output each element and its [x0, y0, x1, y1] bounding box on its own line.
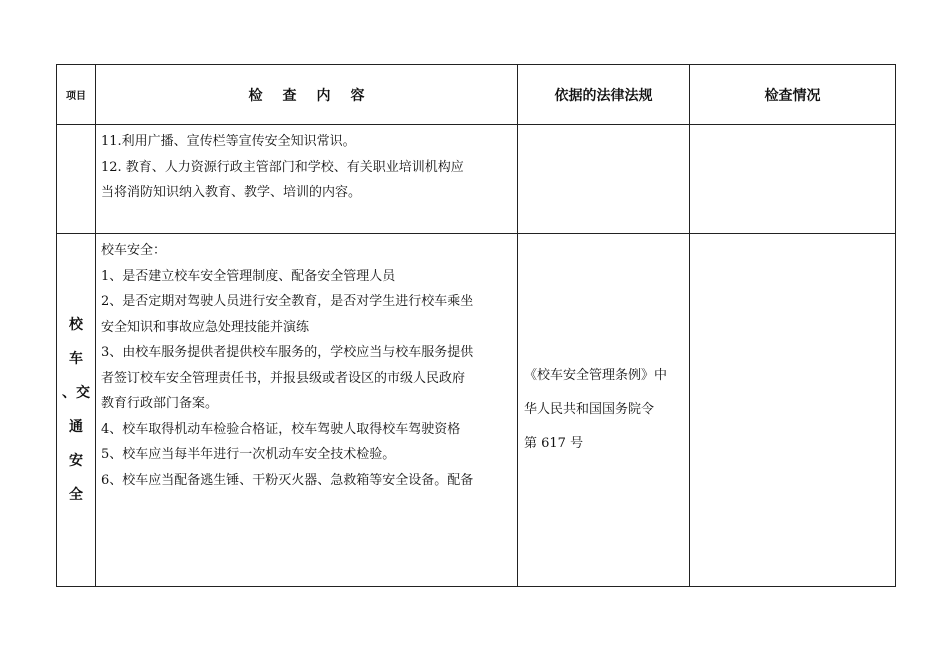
item-char: 、交 [62, 385, 90, 401]
law-line: 《校车安全管理条例》中 [524, 368, 668, 383]
row2-law-cell [518, 234, 690, 587]
table-row [57, 125, 896, 234]
item-char: 安 [69, 453, 83, 469]
content-line: 11.利用广播、宣传栏等宣传安全知识常识。 [101, 134, 356, 149]
content-line: 2、是否定期对驾驶人员进行安全教育，是否对学生进行校车乘坐 [101, 294, 474, 309]
row1-content-cell [96, 125, 518, 234]
row1-item-cell [57, 125, 96, 234]
row1-law-cell [518, 125, 690, 234]
content-line: 12. 教育、人力资源行政主管部门和学校、有关职业培训机构应 [101, 159, 464, 175]
content-line: 教育行政部门备案。 [101, 396, 219, 411]
header-item: 项目 [57, 65, 96, 125]
item-char: 通 [69, 419, 83, 435]
content-line: 当将消防知识纳入教育、教学、培训的内容。 [101, 185, 362, 200]
row1-status-cell [690, 125, 896, 234]
header-content-label: 检查内容 [248, 87, 385, 104]
row2-content-cell [96, 234, 518, 587]
item-char: 校 [69, 317, 83, 333]
law-line: 第 617 号 [524, 436, 584, 451]
header-row [57, 65, 896, 125]
content-line: 1、是否建立校车安全管理制度、配备安全管理人员 [101, 268, 396, 284]
content-line: 者签订校车安全管理责任书，并报县级或者设区的市级人民政府 [101, 370, 466, 386]
content-line: 6、校车应当配备逃生锤、干粉灭火器、急救箱等安全设备。配备 [101, 472, 474, 488]
item-char: 全 [69, 487, 83, 503]
law-line: 华人民共和国国务院令 [524, 402, 655, 417]
table-row [57, 234, 896, 587]
content-line: 校车安全： [101, 243, 167, 258]
row2-item-cell [57, 234, 96, 587]
header-status: 检查情况 [690, 65, 896, 125]
content-line: 3、由校车服务提供者提供校车服务的，学校应当与校车服务提供 [101, 345, 474, 360]
content-line: 安全知识和事故应急处理技能并演练 [101, 319, 310, 335]
content-line: 4、校车取得机动车检验合格证，校车驾驶人取得校车驾驶资格 [101, 421, 461, 437]
item-char: 车 [69, 351, 83, 367]
content-line: 5、校车应当每半年进行一次机动车安全技术检验。 [101, 447, 396, 462]
inspection-table [56, 64, 896, 587]
header-law: 依据的法律法规 [518, 65, 690, 125]
header-content [96, 65, 518, 125]
row2-status-cell [690, 234, 896, 587]
